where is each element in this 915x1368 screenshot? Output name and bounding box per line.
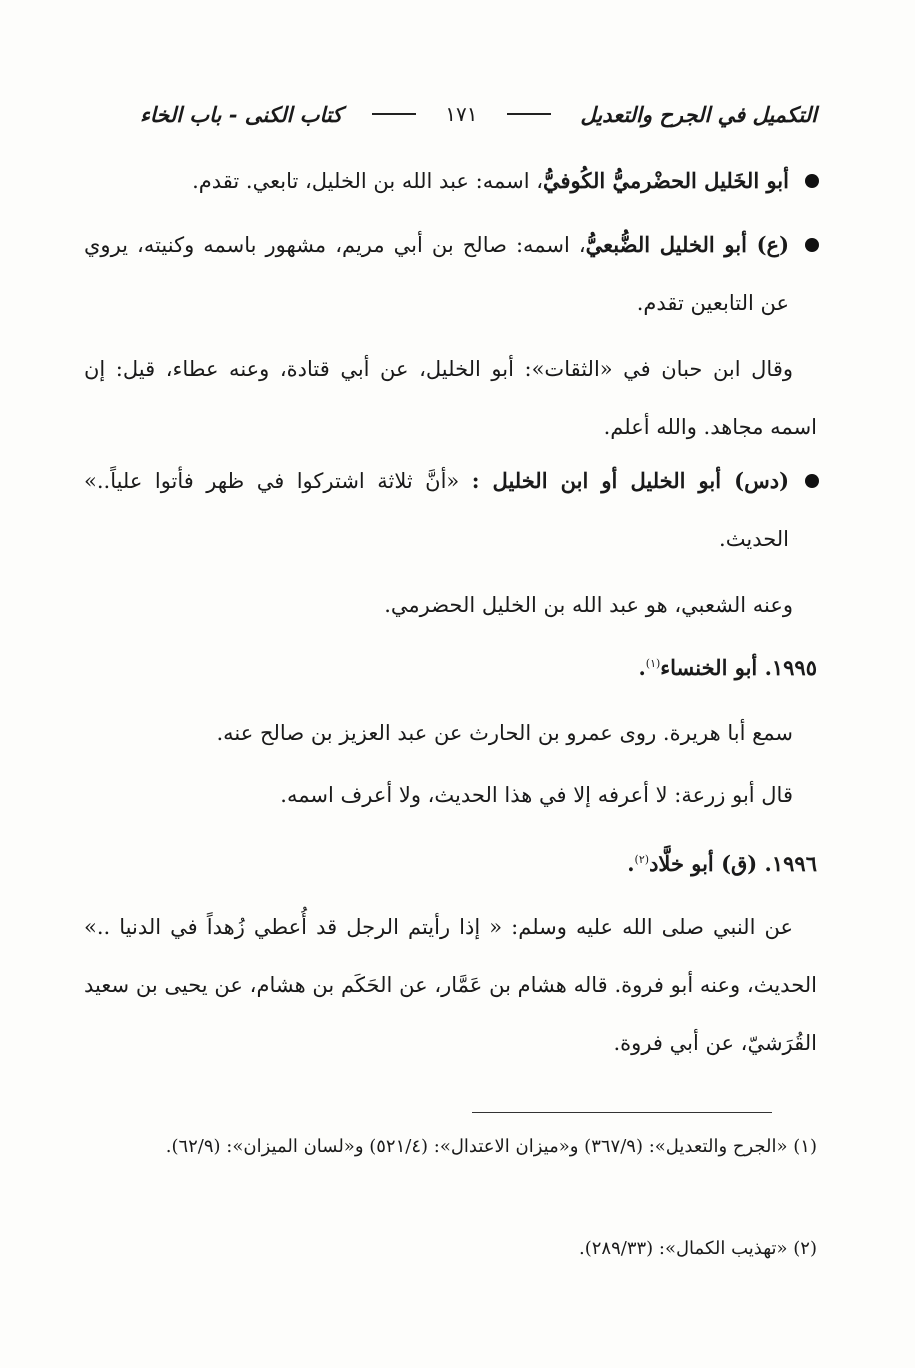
footnote-divider [472,1112,772,1113]
item-1995-line-1: سمع أبا هريرة. روى عمرو بن الحارث عن عبد العزيز بن صالح عنه. [216,721,793,745]
entry-abu-al-khalil-al-dubaii [84,216,817,332]
entry-abu-al-khalil-or-ibn-al-khalil [84,452,817,568]
item-1995-heading [638,644,817,688]
footnote-1: (١) «الجرح والتعديل»: (٣٦٧/٩) و«ميزان الاعتدال»: (٥٢١/٤) و«لسان الميزان»: (٦٢/٩). [165,1136,817,1157]
book-title: التكميل في الجرح والتعديل [580,101,817,127]
entry-prefix: (ع) [746,232,790,257]
paragraph-ibn-hibban: وقال ابن حبان في «الثقات»: أبو الخليل، عن أبي قتادة، وعنه عطاء، قيل: إن اسمه مجاهد. والله أعلم. [84,357,817,439]
item-1995-line-2: قال أبو زرعة: لا أعرفه إلا في هذا الحديث، ولا أعرف اسمه. [280,783,793,807]
item-heading-text: ١٩٩٥. أبو الخنساء [660,655,817,680]
bullet-icon [805,474,819,488]
entry-name: أبو الخليل الضُّبعيُّ [585,232,747,257]
footnote-ref: (٢) [634,853,650,866]
entry-name: أبو الخَليل الحضْرميُّ الكُوفيُّ [542,168,789,193]
header-separator [372,113,416,115]
bullet-icon [805,238,819,252]
entry-abu-al-khalil-al-hadrami [84,152,817,210]
item-1996-heading [627,840,817,884]
running-header [140,96,817,132]
entry-body: ، اسمه: عبد الله بن الخليل، تابعي. تقدم. [192,169,543,193]
item-1996-text: عن النبي صلى الله عليه وسلم: « إذا رأيتم الرجل قد أُعطي زُهداً في الدنيا ..» الحديث، وعنه أبو فروة. قاله هشام بن عَمَّار، عن الحَكَم بن هشام، عن يحيى بن سعيد القُرَشيّ، عن أبي فروة. [84,915,817,1055]
page-number: ١٧١ [445,102,478,126]
paragraph-al-shabi: وعنه الشعبي، هو عبد الله بن الخليل الحضرمي. [384,593,793,617]
entry-name: (دس) أبو الخليل أو ابن الخليل : [471,468,790,493]
bullet-icon [805,174,819,188]
footnote-ref: (١) [645,657,661,670]
entry-body: «أنَّ ثلاثة اشتركوا في ظهر فأتوا علياً..» الحديث. [84,469,789,551]
entry-text [84,452,789,568]
header-separator [507,113,551,115]
chapter-title: كتاب الكنى - باب الخاء [140,101,343,127]
footnote-2: (٢) «تهذيب الكمال»: (٢٨٩/٣٣). [579,1238,817,1259]
entry-text [84,216,789,332]
item-heading-text: ١٩٩٦. (ق) أبو خلَّاد [649,851,817,876]
entry-body: ، اسمه: صالح بن أبي مريم، مشهور باسمه وكنيته، يروي عن التابعين تقدم. [84,233,789,315]
heading-end: . [627,851,635,876]
entry-text [84,152,789,210]
heading-end: . [638,655,646,680]
